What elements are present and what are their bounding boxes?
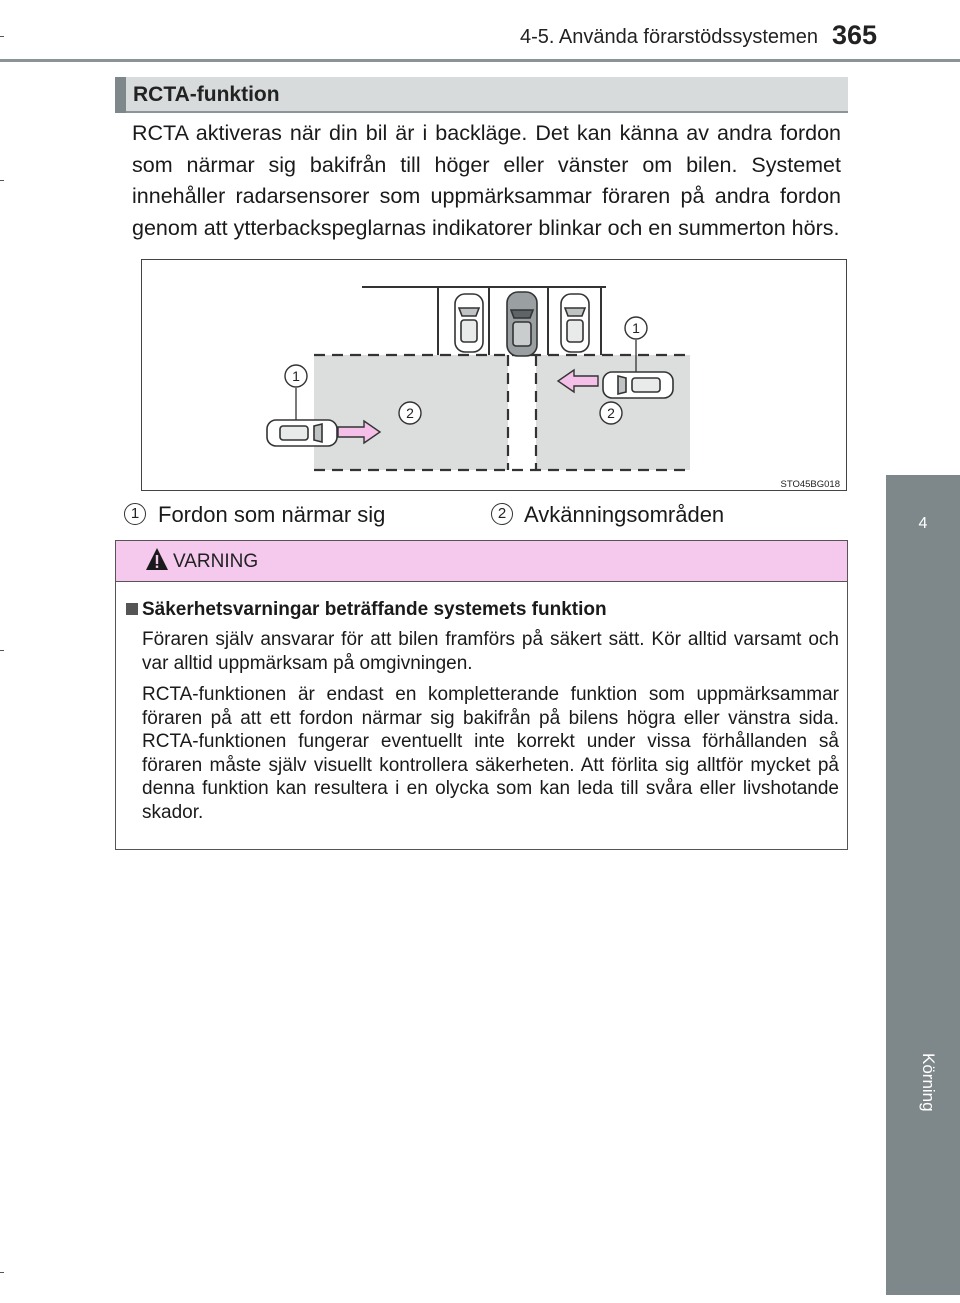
approaching-vehicle-right (603, 372, 673, 398)
callout-1-right-number: 1 (632, 320, 640, 336)
warning-label: VARNING (173, 551, 259, 572)
section-heading: RCTA-funktion (133, 83, 280, 106)
parked-car-right (561, 294, 589, 352)
crop-mark (0, 180, 4, 181)
callout-1-left-number: 1 (292, 368, 300, 384)
parked-car-left (455, 294, 483, 352)
own-car (507, 292, 537, 356)
rcta-diagram (141, 259, 847, 491)
chapter-number: 4 (918, 515, 928, 532)
chapter-label: Körning (919, 1053, 938, 1112)
warning-subheading: Säkerhetsvarningar beträffande systemets funktion (142, 599, 607, 620)
heading-accent (115, 77, 126, 113)
callout-2-right-number: 2 (607, 405, 615, 421)
warning-box (115, 540, 848, 850)
section-heading-bar (115, 77, 848, 113)
callout-2-left-number: 2 (406, 405, 414, 421)
warning-header (116, 541, 847, 582)
legend-1-text: Fordon som närmar sig (158, 502, 386, 527)
chapter-tab (886, 475, 960, 1295)
header-rule (0, 59, 960, 62)
figure-code: STO45BG018 (780, 479, 840, 490)
legend-1-badge: 1 (124, 503, 146, 525)
crop-mark (0, 36, 4, 37)
warning-paragraph: Föraren själv ansvarar för att bilen framförs på säkert sätt. Kör alltid varsamt och var alltid uppmärksam på omgivningen. (142, 629, 839, 674)
bullet-square-icon (126, 603, 138, 615)
rcta-diagram-svg (142, 260, 846, 490)
crop-mark (0, 650, 4, 651)
legend-2-text: Avkänningsområden (524, 502, 725, 527)
approaching-vehicle-left (267, 420, 337, 446)
warning-triangle-icon (145, 547, 169, 571)
page-number: 365 (832, 20, 878, 50)
intro-paragraph: RCTA aktiveras när din bil är i backläge. Det kan känna av andra fordon som närmar sig bakifrån till höger eller vänster om bilen. Systemet innehåller radarsensorer som uppmärksammar föraren på andra fordon genom att ytterbackspeglarnas indikatorer blinkar och en summerton hörs. (132, 121, 841, 240)
section-title: 4-5. Använda förarstödssystemen (520, 26, 818, 48)
crop-mark (0, 1272, 4, 1273)
warning-paragraph: RCTA-funktionen är endast en kompletterande funktion som uppmärksammar föraren på att ett fordon närmar sig bakifrån på bilens högra eller vänstra sida. RCTA-funktionen fungerar eventuellt inte korrekt under vissa förhållanden så föraren måste själv visuellt kontrollera säkerheten. Att förlita sig alltför mycket på denna funktion kan resultera i en olycka som kan leda till svåra eller livshotande skador. (142, 684, 839, 823)
legend-2-badge: 2 (491, 503, 513, 525)
